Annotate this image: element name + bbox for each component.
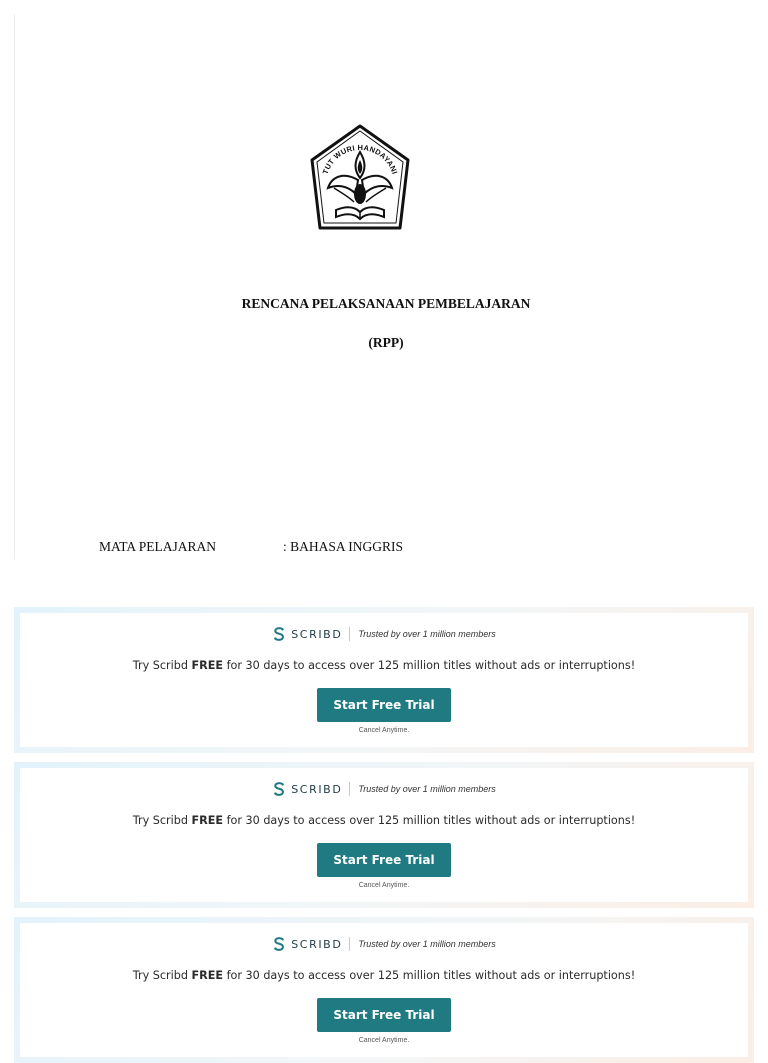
document-page xyxy=(14,14,755,559)
cancel-anytime-note: Cancel Anytime. xyxy=(358,882,410,889)
brand-row xyxy=(20,781,748,797)
cancel-anytime-note: Cancel Anytime. xyxy=(358,1037,410,1044)
brand-name: SCRIBD xyxy=(291,782,343,796)
cancel-anytime-note: Cancel Anytime. xyxy=(358,727,410,734)
promo-message-suffix: for 30 days to access over 125 million titles without ads or interruptions! xyxy=(223,969,636,982)
promo-message-emphasis: FREE xyxy=(191,969,224,982)
start-free-trial-button[interactable]: Start Free Trial xyxy=(317,688,451,722)
emblem-motto: TUT WURI HANDAYANI xyxy=(320,142,400,176)
trusted-tagline: Trusted by over 1 million members xyxy=(358,939,496,949)
promo-message xyxy=(20,969,748,982)
brand-row xyxy=(20,626,748,642)
document-title: RENCANA PELAKSANAAN PEMBELAJARAN xyxy=(241,296,531,311)
scribd-logo-icon xyxy=(272,626,286,642)
brand-divider xyxy=(349,627,350,641)
brand-row xyxy=(20,936,748,952)
promo-message-prefix: Try Scribd xyxy=(132,659,192,672)
scribd-promo-banner xyxy=(14,762,754,908)
tut-wuri-handayani-emblem-icon xyxy=(304,122,416,240)
brand-divider xyxy=(349,937,350,951)
promo-message-emphasis: FREE xyxy=(191,814,224,827)
brand-name: SCRIBD xyxy=(291,627,343,641)
scribd-logo-icon xyxy=(272,936,286,952)
promo-message xyxy=(20,814,748,827)
brand-divider xyxy=(349,782,350,796)
trusted-tagline: Trusted by over 1 million members xyxy=(358,784,496,794)
start-free-trial-button[interactable]: Start Free Trial xyxy=(317,843,451,877)
promo-message-prefix: Try Scribd xyxy=(132,814,192,827)
scribd-logo-icon xyxy=(272,781,286,797)
scribd-promo-banner xyxy=(14,607,754,753)
document-subtitle: (RPP) xyxy=(368,335,404,350)
promo-message xyxy=(20,659,748,672)
brand-name: SCRIBD xyxy=(291,937,343,951)
promo-message-suffix: for 30 days to access over 125 million titles without ads or interruptions! xyxy=(223,659,636,672)
field-value: : BAHASA INGGRIS xyxy=(283,539,404,554)
field-label: MATA PELAJARAN xyxy=(99,539,217,554)
start-free-trial-button[interactable]: Start Free Trial xyxy=(317,998,451,1032)
scribd-promo-banner xyxy=(14,917,754,1063)
field-mata-pelajaran xyxy=(99,539,403,555)
promo-message-suffix: for 30 days to access over 125 million titles without ads or interruptions! xyxy=(223,814,636,827)
trusted-tagline: Trusted by over 1 million members xyxy=(358,629,496,639)
promo-message-prefix: Try Scribd xyxy=(132,969,192,982)
promo-message-emphasis: FREE xyxy=(191,659,224,672)
